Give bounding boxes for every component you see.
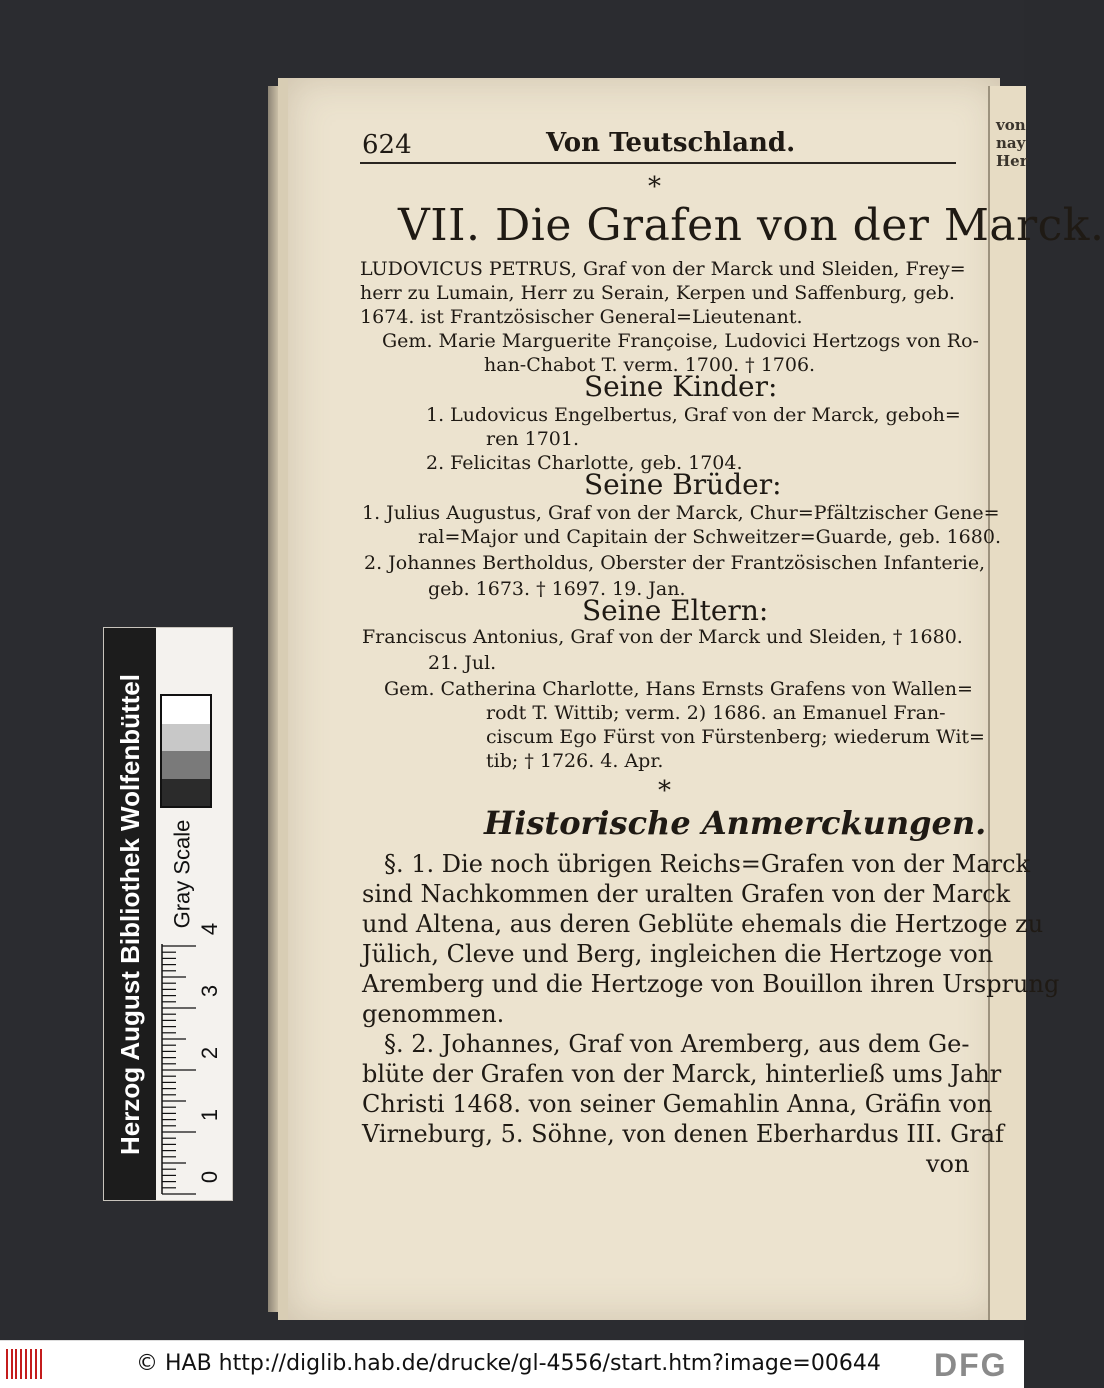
ornament-star: * [658,776,671,806]
child-line: ren 1701. [486,428,579,450]
note-line: sind Nachkommen der uralten Grafen von der Marck [362,880,1011,908]
ruler-number: 0 [197,1170,223,1184]
footer-bar [0,1340,1024,1388]
parent-line: Gem. Catherina Charlotte, Hans Ernsts Grafens von Wallen= [384,678,973,700]
ruler-brand-text: Herzog August Bibliothek Wolfenbüttel [114,673,145,1155]
gray-swatches [160,694,212,808]
child-line: 2. Felicitas Charlotte, geb. 1704. [426,452,743,474]
note-line: Christi 1468. von seiner Gemahlin Anna, Gräfin von [362,1090,993,1118]
note-line: Virneburg, 5. Söhne, von denen Eberhardus III. Graf [362,1120,1004,1148]
note-line: Jülich, Cleve und Berg, ingleichen die Hertzoge von [362,940,994,968]
child-line: 1. Ludovicus Engelbertus, Graf von der Marck, geboh= [426,404,961,426]
brother-line: ral=Major und Capitain der Schweitzer=Guarde, geb. 1680. [418,526,1001,548]
paragraph-line: Gem. Marie Marguerite Françoise, Ludovici Hertzogs von Ro- [382,330,979,352]
ruler-number: 4 [197,922,223,936]
notes-heading: Historische Anmerckungen. [484,804,987,842]
paragraph-line: LUDOVICUS PETRUS, Graf von der Marck und Sleiden, Frey= [360,258,966,280]
ruler-number: 3 [197,984,223,998]
page-number: 624 [362,130,412,160]
parent-line: ciscum Ego Fürst von Fürstenberg; wiederum Wit= [486,726,985,748]
brothers-heading: Seine Brüder: [584,468,782,501]
parent-line: 21. Jul. [428,652,497,674]
children-heading: Seine Kinder: [584,370,778,403]
swatch [162,724,210,752]
parent-line: tib; † 1726. 4. Apr. [486,750,664,772]
parent-line: Franciscus Antonius, Graf von der Marck und Sleiden, † 1680. [362,626,963,648]
note-line: §. 2. Johannes, Graf von Aremberg, aus dem Ge- [384,1030,970,1058]
note-line: §. 1. Die noch übrigen Reichs=Grafen von der Marck [384,850,1031,878]
catchword: von [926,1150,970,1178]
ruler-number: 2 [197,1046,223,1060]
ornament-star: * [648,172,661,202]
swatch [162,696,210,724]
barcode-logo [6,1349,42,1379]
note-line: genommen. [362,1000,505,1028]
note-line: blüte der Grafen von der Marck, hinterließ ums Jahr [362,1060,1002,1088]
brother-line: 2. Johannes Bertholdus, Oberster der Frantzösischen Infanterie, [364,552,986,574]
gray-scale-ruler [103,627,233,1201]
ruler-ticks [162,944,228,1194]
brother-line: geb. 1673. † 1697. 19. Jan. [428,578,686,600]
page-gutter [268,86,278,1312]
ruler-number: 1 [197,1108,223,1122]
swatch [162,779,210,807]
paragraph-line: 1674. ist Frantzösischer General=Lieutenant. [360,306,803,328]
parents-heading: Seine Eltern: [582,594,769,627]
running-title: Von Teutschland. [546,128,796,158]
header-rule [360,162,956,164]
brother-line: 1. Julius Augustus, Graf von der Marck, Chur=Pfältzischer Gene= [362,502,1000,524]
swatch [162,751,210,779]
gray-scale-label: Gray Scale [169,819,195,929]
note-line: Aremberg und die Hertzoge von Bouillon ihren Ursprung [362,970,1060,998]
next-page-text: von nay Her [996,116,1028,170]
paragraph-line: herr zu Lumain, Herr zu Serain, Kerpen und Saffenburg, geb. [360,282,955,304]
parent-line: rodt T. Wittib; verm. 2) 1686. an Emanuel Fran- [486,702,946,724]
note-line: und Altena, aus deren Geblüte ehemals die Hertzoge zu [362,910,1044,938]
dfg-logo: DFG [934,1347,1008,1383]
paragraph-line: han-Chabot T. verm. 1700. † 1706. [484,354,816,376]
chapter-title: VII. Die Grafen von der Marck. [398,200,1104,251]
footer-credit-link[interactable]: © HAB http://diglib.hab.de/drucke/gl-4556/start.htm?image=00644 [136,1351,881,1376]
